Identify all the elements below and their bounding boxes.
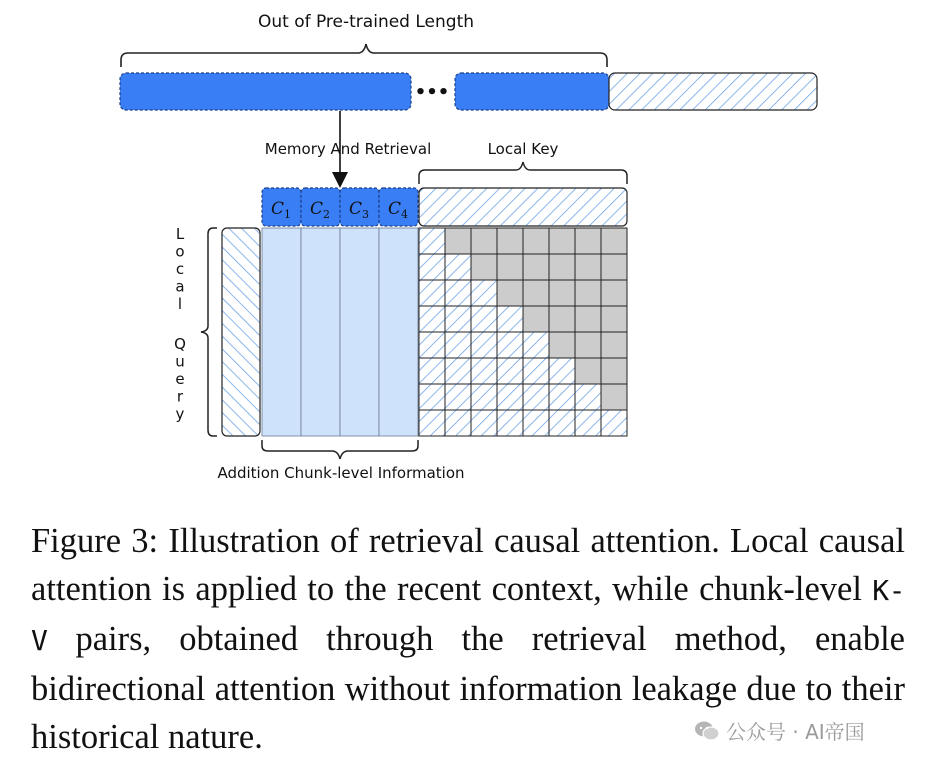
attended-cell	[523, 332, 549, 358]
local-query-letter: o	[175, 242, 185, 261]
local-query-letter: L	[175, 225, 185, 243]
local-query-letter: c	[175, 260, 185, 278]
local-query-letter: y	[175, 405, 185, 423]
bottom-brace	[262, 440, 418, 459]
attended-cell	[419, 410, 445, 436]
masked-cell	[471, 254, 497, 280]
masked-cell	[549, 254, 575, 280]
caption-suffix: pairs, obtained through the retrieval method, enable bidirectional attention without information leakage due to their historical nature.	[31, 620, 905, 756]
attended-cell	[497, 358, 523, 384]
chunk-subscript: 2	[323, 208, 331, 221]
attended-cell	[419, 306, 445, 332]
local-key-bar	[419, 188, 627, 226]
masked-cell	[549, 228, 575, 254]
recent-context-segment	[609, 73, 817, 110]
attended-cell	[445, 410, 471, 436]
attended-cell	[445, 358, 471, 384]
masked-cell	[523, 254, 549, 280]
watermark	[690, 716, 869, 745]
attended-cell	[419, 384, 445, 410]
attended-cell	[549, 384, 575, 410]
masked-cell	[497, 280, 523, 306]
masked-cell	[575, 332, 601, 358]
attended-cell	[523, 358, 549, 384]
masked-cell	[497, 254, 523, 280]
masked-cell	[549, 306, 575, 332]
bottom-label: Addition Chunk-level Information	[217, 464, 465, 482]
attended-cell	[419, 228, 445, 254]
attended-cell	[523, 384, 549, 410]
attended-cell	[471, 384, 497, 410]
attended-cell	[497, 306, 523, 332]
local-query-letter: u	[175, 352, 185, 371]
masked-cell	[575, 254, 601, 280]
local-query-label	[174, 225, 186, 423]
attended-cell	[497, 332, 523, 358]
attended-cell	[575, 410, 601, 436]
chunk-subscript: 1	[284, 208, 292, 221]
chunk-box-3	[340, 188, 379, 226]
masked-cell	[497, 228, 523, 254]
masked-cell	[601, 228, 627, 254]
chunk-columns	[262, 228, 418, 436]
masked-cell	[601, 358, 627, 384]
local-query-brace	[201, 228, 217, 436]
local-query-letter: r	[176, 387, 184, 406]
masked-cell	[601, 332, 627, 358]
local-query-letter: a	[175, 277, 185, 296]
chunk-label: C	[348, 199, 363, 219]
attended-cell	[419, 332, 445, 358]
chunk-label: C	[309, 199, 324, 219]
masked-cell	[601, 280, 627, 306]
masked-cell	[523, 306, 549, 332]
wechat-icon	[694, 720, 720, 742]
ellipsis: •••	[414, 82, 450, 103]
attended-cell	[471, 280, 497, 306]
chunk-label: C	[387, 199, 402, 219]
masked-cell	[575, 306, 601, 332]
local-query-letter: l	[177, 295, 183, 313]
masked-cell	[445, 228, 471, 254]
masked-cell	[523, 228, 549, 254]
local-query-letter: Q	[174, 335, 186, 353]
attended-cell	[445, 306, 471, 332]
chunk-subscript: 3	[362, 208, 370, 221]
top-label: Out of Pre-trained Length	[257, 12, 475, 32]
local-key-brace	[419, 162, 627, 184]
masked-cell	[549, 280, 575, 306]
attended-cell	[549, 358, 575, 384]
attended-cell	[575, 384, 601, 410]
attended-cell	[445, 332, 471, 358]
chunk-box-4	[379, 188, 418, 226]
masked-cell	[523, 280, 549, 306]
masked-cell	[601, 384, 627, 410]
masked-cell	[549, 332, 575, 358]
attended-cell	[445, 384, 471, 410]
masked-cell	[575, 358, 601, 384]
attended-cell	[523, 410, 549, 436]
attended-cell	[471, 332, 497, 358]
attended-cell	[601, 410, 627, 436]
attended-cell	[471, 306, 497, 332]
attended-cell	[419, 358, 445, 384]
masked-cell	[471, 228, 497, 254]
caption-prefix: Figure 3: Illustration of retrieval causal attention. Local causal attention is applied to the recent context, while chunk-level	[31, 522, 905, 608]
attended-cell	[419, 254, 445, 280]
attended-cell	[471, 358, 497, 384]
chunk-group	[262, 188, 418, 226]
caption-code: K-V	[31, 574, 905, 657]
local-query-letter: e	[175, 370, 185, 388]
local-query-bar	[222, 228, 260, 436]
chunk-label: C	[270, 199, 285, 219]
top-brace	[121, 44, 607, 67]
chunk-box-1	[262, 188, 301, 226]
chunk-subscript: 4	[401, 208, 409, 221]
masked-cell	[601, 254, 627, 280]
masked-cell	[601, 306, 627, 332]
masked-cell	[575, 280, 601, 306]
attended-cell	[497, 384, 523, 410]
attended-cell	[549, 410, 575, 436]
memory-retrieval-label: Memory And Retrieval	[264, 140, 432, 158]
masked-cell	[575, 228, 601, 254]
attended-cell	[471, 410, 497, 436]
attended-cell	[419, 280, 445, 306]
watermark-text: 公众号 · AI帝国	[726, 720, 865, 744]
memory-segment-1	[120, 73, 411, 110]
causal-attention-grid	[419, 228, 627, 436]
attended-cell	[445, 280, 471, 306]
local-key-label: Local Key	[487, 140, 559, 158]
chunk-box-2	[301, 188, 340, 226]
attended-cell	[497, 410, 523, 436]
memory-segment-2	[455, 73, 609, 110]
attended-cell	[445, 254, 471, 280]
